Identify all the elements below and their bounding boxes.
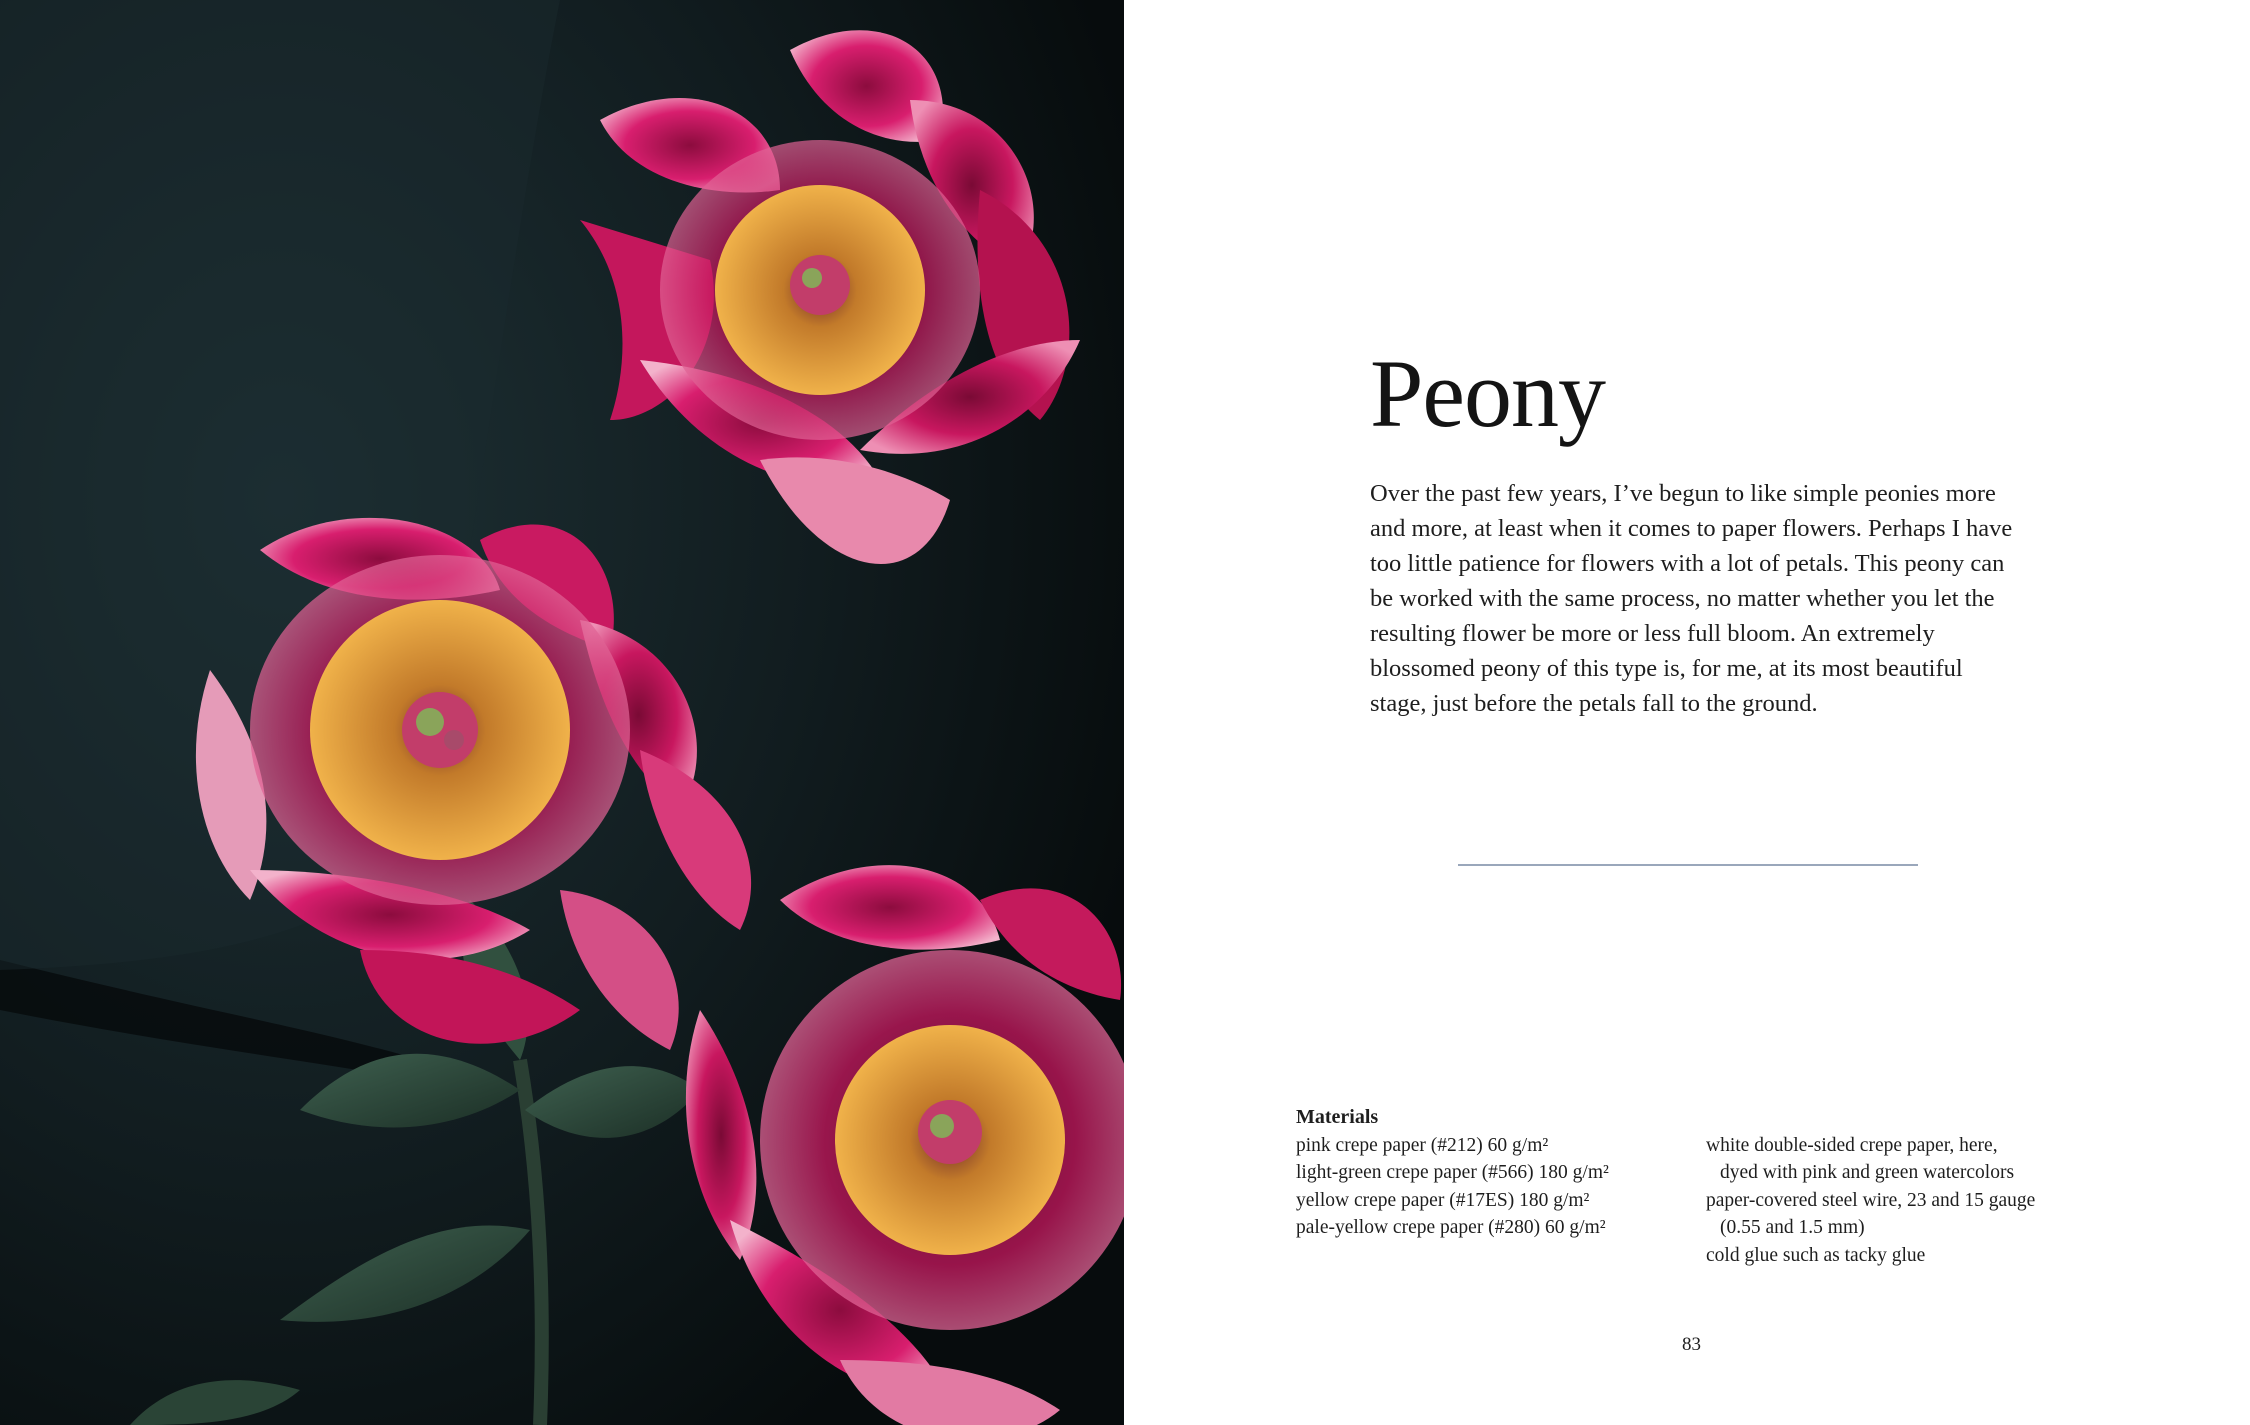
peony-illustration [0,0,1124,1425]
material-line: paper-covered steel wire, 23 and 15 gauge [1706,1189,2036,1211]
material-line: cold glue such as tacky glue [1706,1244,1926,1266]
material-item: yellow crepe paper (#17ES) 180 g/m² [1296,1189,1590,1211]
divider [1458,864,1918,866]
material-line-continued: dyed with pink and green watercolors [1720,1162,2015,1183]
material-item: pale-yellow crepe paper (#280) 60 g/m² [1296,1217,1606,1238]
intro-paragraph: Over the past few years, I’ve begun to like simple peonies more and more, at least when it comes to paper flowers. Perhaps I have too little patience for flowers with a lot of petals. This peony can be worked with the same process, no matter whether you let the resulting flower be more or less full bloom. An extremely blossomed peony of this type is, for me, at its most beautiful stage, just before the petals fall to the ground. [1370,480,2013,717]
material-line: white double-sided crepe paper, here, [1706,1134,1998,1156]
page-title: Peony [1370,340,1605,447]
peony-photo [0,0,1124,1425]
materials-heading: Materials [1296,1106,1379,1128]
text-page [1124,0,2250,1425]
page-number: 83 [1682,1334,1701,1355]
material-item [1706,1242,2106,1270]
material-item [1706,1132,2106,1187]
materials-list-right [1706,1132,2106,1270]
material-item: pink crepe paper (#212) 60 g/m² [1296,1134,1549,1156]
material-item [1706,1187,2106,1242]
materials-list-left [1296,1132,1696,1242]
material-item: light-green crepe paper (#566) 180 g/m² [1296,1162,1609,1183]
materials-section [1296,1104,2096,1266]
material-line-continued: (0.55 and 1.5 mm) [1720,1217,1865,1238]
